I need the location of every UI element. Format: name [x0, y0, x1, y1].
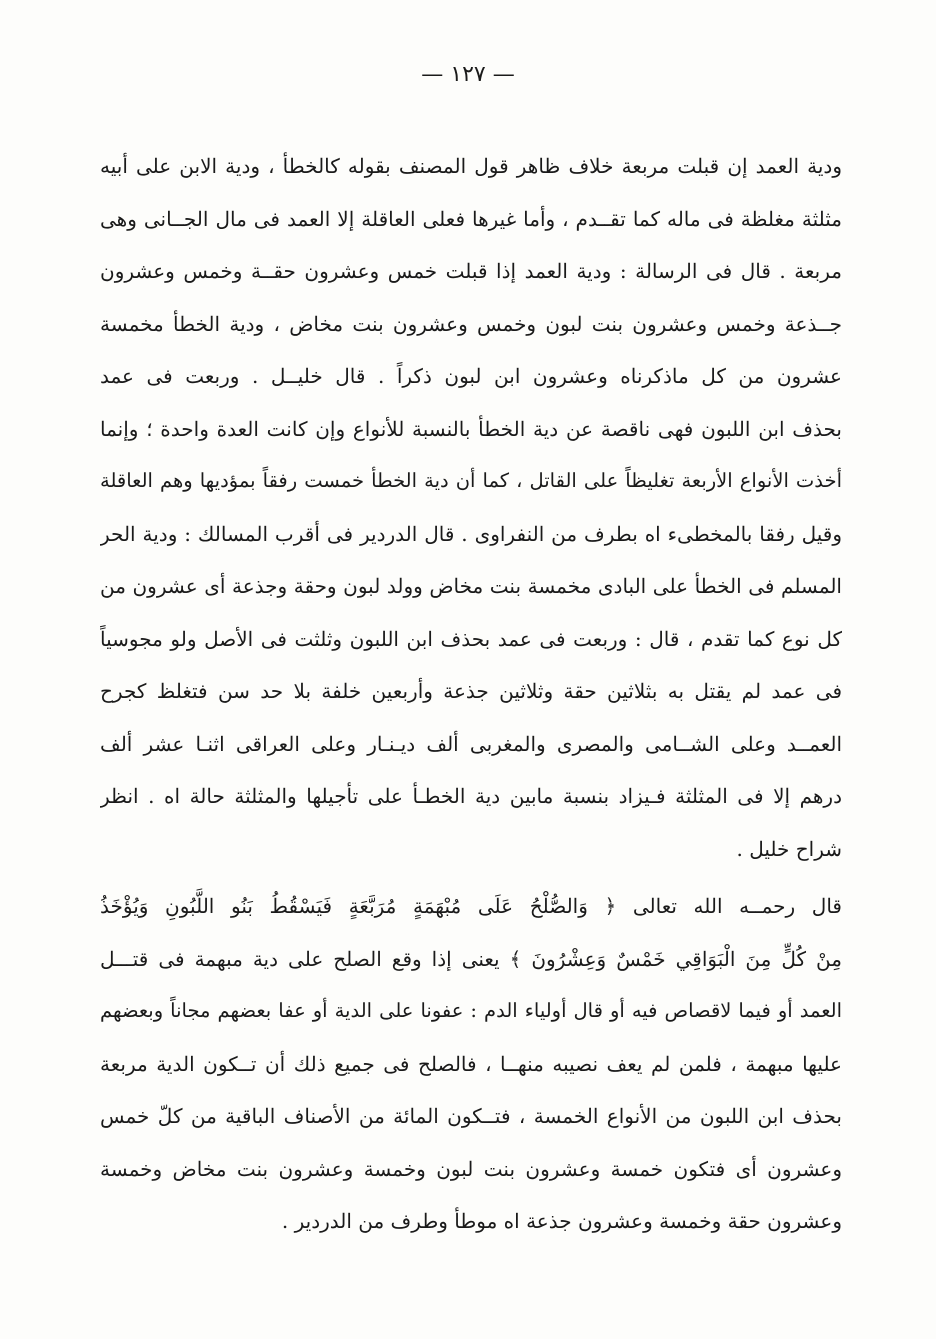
- text-line: مثلثة مغلظة فى ماله كما تقــدم ، وأما غيرها فعلى العاقلة إلا العمد فى مال الجــانى وهى: [100, 206, 842, 231]
- page-number: — ١٢٧ —: [421, 62, 515, 87]
- text-line: عليها مبهمة ، فلمن لم يعف نصيبه منهــا ، فالصلح فى جميع ذلك أن تــكون الدية مربعة: [100, 1051, 842, 1076]
- text-line: كل نوع كما تقدم ، قال : وربعت فى عمد بحذف ابن اللبون وثلثت فى الأصل ولو مجوسياً: [100, 626, 842, 651]
- text-line: وعشرون حقة وخمسة وعشرون جذعة اه موطأ وطرف من الدردير .: [281, 1209, 842, 1233]
- text-line: بحذف ابن اللبون فهى ناقصة عن دية الخطأ بالنسبة للأنواع وإن كانت العدة واحدة ؛ وإنما: [100, 416, 842, 441]
- text-line: فى عمد لم يقتل به بثلاثين حقة وثلاثين جذعة وأربعين خلفة بلا حد سن فتغلظ كجرح: [100, 679, 842, 703]
- text-line: العمــد وعلى الشــامى والمصرى والمغربى ألف ديـنـار وعلى العراقى اثنـا عشر ألف: [100, 731, 842, 756]
- paragraph-2: [100, 880, 842, 1248]
- paragraph-1: [100, 140, 842, 875]
- text-line: العمد أو فيما لاقصاص فيه أو قال أولياء الدم : عفونا على الدية أو عفا بعضهم مجاناً وبعضهم: [100, 999, 842, 1022]
- text-line: مربعة . قال فى الرسالة : ودية العمد إذا قبلت خمس وعشرون حقــة وخمس وعشرون: [100, 259, 842, 283]
- text-line: جــذعة وخمس وعشرون بنت لبون وخمس وعشرون بنت مخاض ، ودية الخطأ مخمسة: [100, 311, 842, 336]
- text-line: وقيل رفقا بالمخطىء اه بطرف من النفراوى . قال الدردير فى أقرب المسالك : ودية الحر: [100, 521, 842, 546]
- text-line: ودية العمد إن قبلت مربعة خلاف ظاهر قول المصنف بقوله كالخطأ ، ودية الابن على أبيه: [100, 154, 842, 178]
- text-line: درهم إلا فى المثلثة فـيزاد بنسبة مابين دية الخطـأ على تأجيلها والمثلثة حالة اه . انظر: [100, 784, 842, 808]
- text-line: أخذت الأنواع الأربعة تغليظاً على القاتل ، كما أن دية الخطأ خمست رفقاً بمؤديها وهم العاقلة: [100, 469, 842, 492]
- text-line: بحذف ابن اللبون من الأنواع الخمسة ، فتــكون المائة من الأصناف الباقية من كلّ خمس: [100, 1104, 842, 1128]
- text-line: مِنْ كُلٍّ مِنَ الْبَوَاقِي خَمْسٌ وَعِشْرُونَ ﴾ يعنى إذا وقع الصلح على دية مبهمة فى قتـــل: [100, 946, 842, 971]
- text-line: شراح خليل .: [736, 836, 842, 861]
- text-line: عشرون من كل ماذكرناه وعشرون ابن لبون ذكراً . قال خليــل . وربعت فى عمد: [100, 364, 842, 388]
- text-line: المسلم فى الخطأ على البادى مخمسة بنت مخاض وولد لبون وحقة وجذعة أى عشرون من: [100, 574, 842, 598]
- text-line: قال رحمــه الله تعالى ﴿ وَالصُّلْحُ عَلَى مُبْهَمَةٍ مُرَبَّعَةٍ فَيَسْقُطُ بَنُو اللَّبُونِ وَيُؤْخَذُ: [100, 894, 842, 918]
- text-line: وعشرون أى فتكون خمسة وعشرون بنت لبون وخمسة وعشرون بنت مخاض وخمسة: [100, 1156, 842, 1181]
